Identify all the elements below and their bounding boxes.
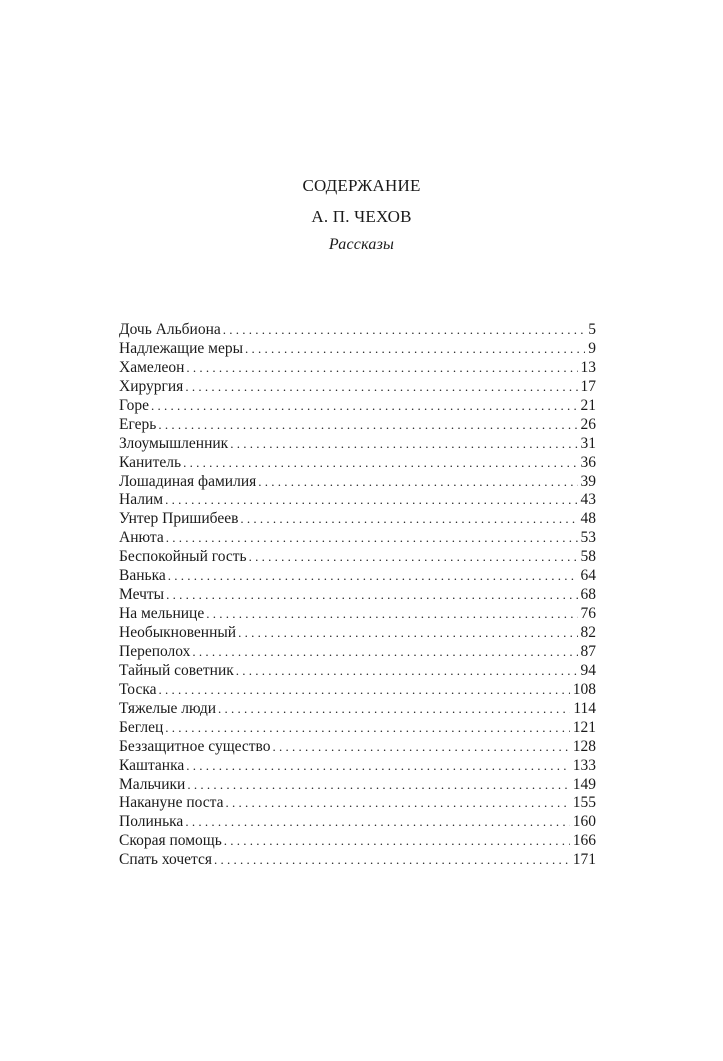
toc-entry[interactable] — [119, 681, 596, 700]
toc-dot-leader — [166, 529, 578, 548]
toc-entry-page-number: 39 — [580, 472, 596, 490]
toc-entry-title: Злоумышленник — [119, 434, 229, 452]
toc-entry-title: Беззащитное существо — [119, 737, 271, 755]
toc-entry[interactable] — [119, 359, 596, 378]
toc-entry-page-number: 94 — [580, 661, 596, 679]
toc-entry[interactable] — [119, 491, 596, 510]
toc-entry-page-number: 114 — [573, 699, 596, 717]
toc-entry[interactable] — [119, 454, 596, 473]
toc-entry[interactable] — [119, 340, 596, 359]
toc-entry[interactable] — [119, 529, 596, 548]
toc-entry-page-number: 5 — [588, 321, 596, 338]
toc-entry[interactable] — [119, 738, 596, 757]
toc-entry-page-number: 53 — [580, 529, 596, 547]
toc-entry-page-number: 31 — [580, 434, 596, 452]
toc-entry-title: Полинька — [119, 813, 184, 831]
toc-entry-page-number: 21 — [580, 396, 596, 414]
toc-dot-leader — [224, 832, 570, 851]
toc-entry[interactable] — [119, 397, 596, 416]
toc-entry[interactable] — [119, 813, 596, 832]
toc-dot-leader — [165, 491, 577, 510]
toc-entry-title: Хамелеон — [119, 358, 185, 376]
toc-entry-title: Ванька — [119, 567, 166, 585]
toc-entry[interactable] — [119, 624, 596, 643]
toc-dot-leader — [273, 738, 570, 757]
toc-entry-title: Спать хочется — [119, 851, 212, 869]
toc-entry-title: Накануне поста — [119, 794, 224, 812]
toc-entry-page-number: 166 — [572, 832, 596, 850]
toc-dot-leader — [159, 681, 570, 700]
toc-entry[interactable] — [119, 700, 596, 719]
toc-dot-leader — [166, 586, 577, 605]
toc-entry-title: Необыкновенный — [119, 624, 237, 641]
toc-dot-leader — [192, 643, 577, 662]
toc-entry-title: Анюта — [119, 529, 164, 547]
toc-dot-leader — [185, 378, 577, 397]
toc-entry[interactable] — [119, 832, 596, 851]
toc-entry-page-number: 17 — [580, 377, 596, 395]
contents-heading: СОДЕРЖАНИЕ — [302, 176, 421, 195]
toc-entry-title: Тоска — [119, 680, 157, 698]
toc-entry[interactable] — [119, 851, 596, 870]
toc-dot-leader — [151, 397, 578, 416]
toc-dot-leader — [226, 794, 570, 813]
toc-entry-title: Мальчики — [119, 775, 186, 793]
author-heading: А. П. ЧЕХОВ — [311, 207, 412, 226]
toc-entry-title: Лошадиная фамилия — [119, 472, 257, 490]
toc-dot-leader — [158, 416, 577, 435]
toc-entry-title: Надлежащие меры — [119, 339, 243, 357]
toc-entry[interactable] — [119, 378, 596, 397]
toc-entry[interactable] — [119, 605, 596, 624]
toc-entry-title: Тайный советник — [119, 661, 234, 679]
toc-entry-page-number: 9 — [588, 339, 596, 357]
toc-entry-title: Беспокойный гость — [119, 548, 247, 566]
toc-dot-leader — [236, 662, 578, 681]
toc-entry-title: На мельнице — [119, 605, 205, 623]
toc-entry-page-number: 43 — [580, 491, 596, 509]
toc-entry[interactable] — [119, 794, 596, 813]
toc-entry-title: Тяжелые люди — [119, 699, 217, 717]
section-heading: Рассказы — [328, 236, 395, 253]
toc-entry[interactable] — [119, 416, 596, 435]
toc-entry-page-number: 68 — [580, 586, 596, 604]
toc-entry[interactable] — [119, 757, 596, 776]
toc-entry-page-number: 87 — [580, 642, 596, 660]
toc-entry-page-number: 121 — [572, 718, 596, 736]
toc-dot-leader — [238, 624, 577, 643]
toc-entry-page-number: 26 — [580, 415, 596, 433]
toc-dot-leader — [240, 510, 577, 529]
toc-entry-page-number: 58 — [580, 548, 596, 566]
toc-dot-leader — [185, 813, 569, 832]
toc-entry-title: Налим — [119, 491, 164, 509]
toc-entry-title: Канитель — [119, 453, 182, 471]
toc-dot-leader — [186, 359, 577, 378]
toc-entry-page-number: 82 — [580, 624, 596, 641]
toc-entry-page-number: 155 — [572, 794, 596, 812]
toc-entry[interactable] — [119, 567, 596, 586]
toc-entry-title: Дочь Альбиона — [119, 321, 221, 338]
toc-entry-page-number: 36 — [580, 453, 596, 471]
toc-entry[interactable] — [119, 586, 596, 605]
toc-entry-title: Переполох — [119, 642, 191, 660]
toc-entry-page-number: 171 — [572, 851, 596, 869]
toc-entry-page-number: 128 — [572, 737, 596, 755]
toc-dot-leader — [187, 776, 569, 795]
toc-dot-leader — [186, 757, 569, 776]
toc-dot-leader — [218, 700, 570, 719]
toc-entry[interactable] — [119, 510, 596, 529]
toc-entry[interactable] — [119, 548, 596, 567]
toc-entry-title: Скорая помощь — [119, 832, 222, 850]
toc-entry[interactable] — [119, 719, 596, 738]
table-of-contents — [119, 321, 596, 870]
toc-entry-page-number: 48 — [580, 510, 596, 528]
toc-entry-title: Горе — [119, 396, 149, 414]
toc-dot-leader — [245, 340, 585, 359]
toc-entry-title: Егерь — [119, 415, 157, 433]
toc-entry-page-number: 64 — [580, 567, 596, 585]
toc-entry-page-number: 133 — [572, 756, 596, 774]
toc-entry-page-number: 76 — [580, 605, 596, 623]
toc-dot-leader — [206, 605, 577, 624]
toc-entry-title: Каштанка — [119, 756, 185, 774]
toc-entry-title: Мечты — [119, 586, 165, 604]
toc-dot-leader — [214, 851, 570, 870]
toc-entry[interactable] — [119, 776, 596, 795]
toc-dot-leader — [258, 473, 577, 492]
toc-dot-leader — [223, 321, 585, 340]
toc-dot-leader — [183, 454, 577, 473]
toc-dot-leader — [165, 719, 569, 738]
toc-dot-leader — [230, 435, 577, 454]
toc-entry-title: Унтер Пришибеев — [119, 510, 239, 528]
toc-entry[interactable] — [119, 321, 596, 340]
toc-entry-page-number: 108 — [572, 680, 596, 698]
toc-entry[interactable] — [119, 473, 596, 492]
toc-entry[interactable] — [119, 662, 596, 681]
toc-dot-leader — [249, 548, 578, 567]
toc-entry[interactable] — [119, 643, 596, 662]
toc-entry-page-number: 13 — [580, 358, 596, 376]
toc-entry-page-number: 149 — [572, 775, 596, 793]
toc-entry-title: Хирургия — [119, 377, 184, 395]
toc-entry-page-number: 160 — [572, 813, 596, 831]
toc-entry[interactable] — [119, 435, 596, 454]
toc-dot-leader — [168, 567, 578, 586]
toc-entry-title: Беглец — [119, 718, 164, 736]
